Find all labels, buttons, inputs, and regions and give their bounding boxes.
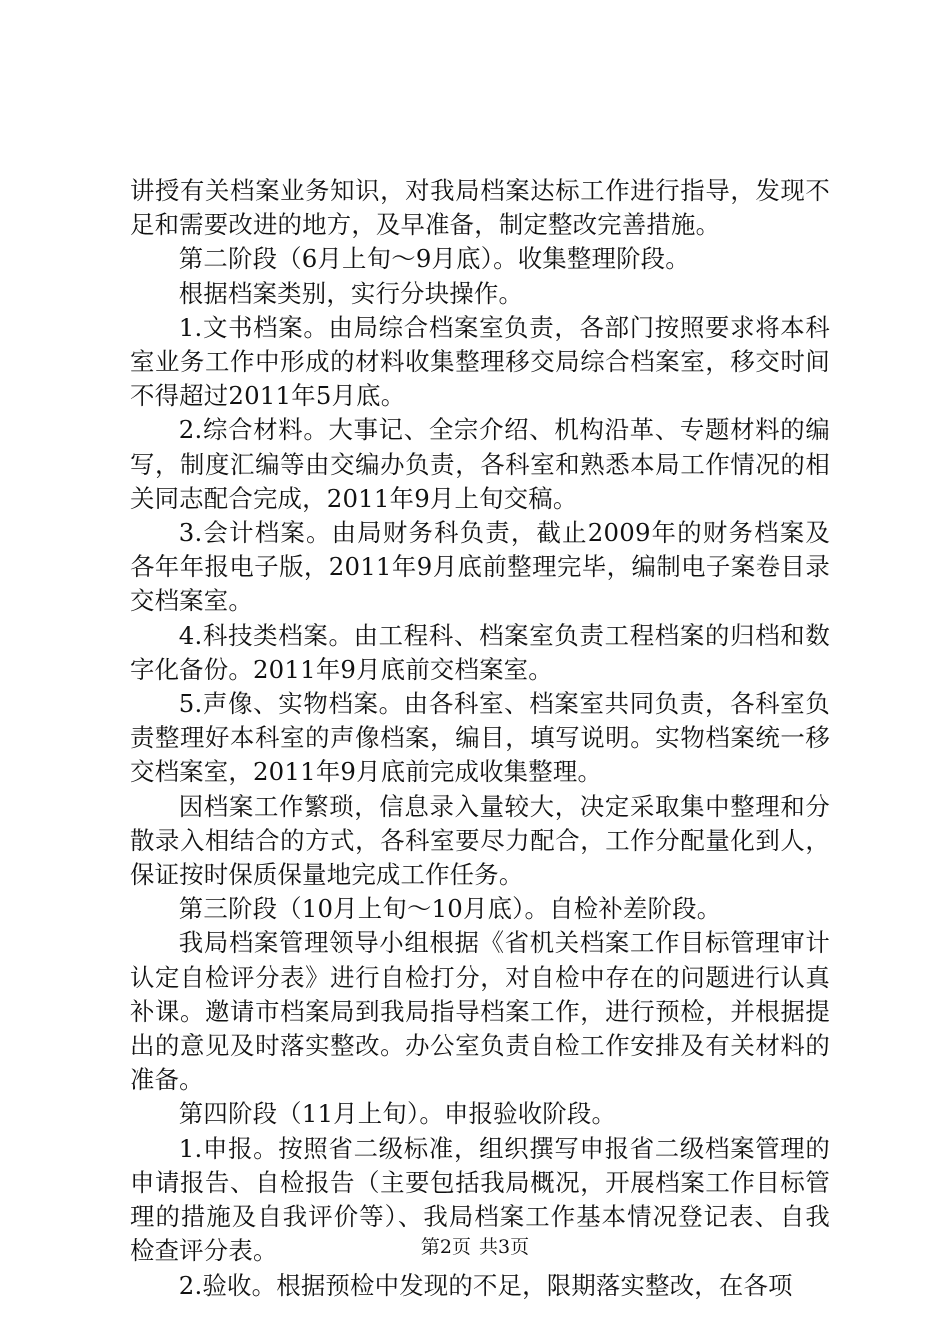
- paragraph: 2.综合材料。大事记、全宗介绍、机构沿革、专题材料的编写，制度汇编等由交编办负责，各科室和熟悉本局工作情况的相关同志配合完成，2011年9月上旬交稿。: [130, 415, 830, 513]
- paragraph: 讲授有关档案业务知识，对我局档案达标工作进行指导，发现不足和需要改进的地方，及早准备，制定整改完善措施。: [130, 176, 830, 240]
- paragraph: 5.声像、实物档案。由各科室、档案室共同负责，各科室负责整理好本科室的声像档案，编目，填写说明。实物档案统一移交档案室，2011年9月底前完成收集整理。: [130, 689, 830, 787]
- paragraph: 2.验收。根据预检中发现的不足，限期落实整改，在各项: [178, 1270, 793, 1300]
- paragraph: 第三阶段（10月上旬～10月底）。自检补差阶段。: [178, 894, 722, 924]
- paragraph: 因档案工作繁琐，信息录入量较大，决定采取集中整理和分散录入相结合的方式，各科室要尽力配合，工作分配量化到人，保证按时保质保量地完成工作任务。: [130, 791, 830, 890]
- paragraph: 第二阶段（6月上旬～9月底）。收集整理阶段。: [178, 244, 690, 274]
- paragraph: 4.科技类档案。由工程科、档案室负责工程档案的归档和数字化备份。2011年9月底前交档案室。: [130, 620, 830, 684]
- paragraph: 1.申报。按照省二级标准，组织撰写申报省二级档案管理的申请报告、自检报告（主要包括我局概况，开展档案工作目标管理的措施及自我评价等）、我局档案工作基本情况登记表、自我检查评分表。: [130, 1133, 830, 1266]
- document-body: [130, 174, 830, 1303]
- page-number: 第2页: [420, 1236, 471, 1258]
- paragraph: 1.文书档案。由局综合档案室负责，各部门按照要求将本科室业务工作中形成的材料收集整理移交局综合档案室，移交时间不得超过2011年5月底。: [130, 312, 830, 411]
- page-footer: [0, 1235, 950, 1259]
- paragraph: 3.会计档案。由局财务科负责，截止2009年的财务档案及各年年报电子版，2011年9月底前整理完毕，编制电子案卷目录交档案室。: [130, 518, 830, 616]
- page-total: 共3页: [479, 1236, 530, 1258]
- paragraph: 我局档案管理领导小组根据《省机关档案工作目标管理审计认定自检评分表》进行自检打分，对自检中存在的问题进行认真补课。邀请市档案局到我局指导档案工作，进行预检，并根据提出的意见及时落实整改。办公室负责自检工作安排及有关材料的准备。: [130, 928, 830, 1095]
- paragraph: 根据档案类别，实行分块操作。: [178, 278, 524, 308]
- paragraph: 第四阶段（11月上旬）。申报验收阶段。: [178, 1099, 617, 1129]
